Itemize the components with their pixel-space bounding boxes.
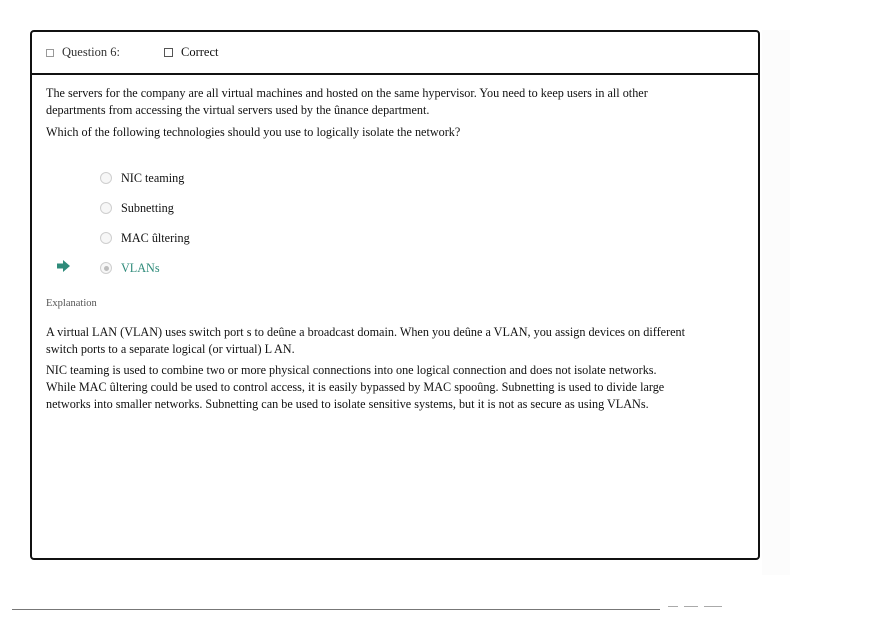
question-number-label: Question 6:	[62, 45, 120, 59]
explanation-body	[46, 324, 686, 417]
question-number	[46, 45, 120, 60]
radio-button-selected[interactable]	[100, 262, 112, 274]
answer-option-label: Subnetting	[121, 200, 174, 215]
square-icon	[46, 49, 54, 57]
radio-button[interactable]	[100, 232, 112, 244]
square-icon	[164, 48, 173, 57]
question-header	[32, 32, 758, 75]
answer-option[interactable]	[100, 198, 174, 218]
question-card	[30, 30, 760, 560]
explanation-paragraph: NIC teaming is used to combine two or more physical connections into one logical connection and does not isolate networks. While MAC ûltering could be used to control access, it is easily bypassed by MAC spooûng. Subnetting is used to divide large networks into smaller networks. Subnetting can be used to isolate sensitive systems, but it is not as secure as using VLANs.	[46, 363, 665, 411]
question-prompt: Which of the following technologies should you use to logically isolate the network?	[46, 125, 461, 139]
answer-option[interactable]	[100, 228, 190, 248]
page-side-shade	[762, 30, 790, 575]
answer-option-label: VLANs	[121, 260, 160, 275]
radio-button[interactable]	[100, 172, 112, 184]
answer-option-label: MAC ûltering	[121, 230, 190, 245]
question-text: The servers for the company are all virtual machines and hosted on the same hypervisor. You need to keep users in all other departments from accessing the virtual servers used by the ûnance department.	[46, 86, 648, 117]
footer-marks	[668, 604, 724, 610]
answer-option-label: NIC teaming	[121, 170, 185, 185]
result-status	[164, 45, 218, 60]
explanation-paragraph: A virtual LAN (VLAN) uses switch port s to deûne a broadcast domain. When you deûne a VLAN, you assign devices on different switch ports to a separate logical (or virtual) L AN.	[46, 325, 686, 356]
footer-divider	[12, 609, 660, 610]
explanation-title: Explanation	[46, 298, 97, 309]
arrow-right-icon	[57, 260, 70, 272]
answer-option-correct[interactable]	[100, 258, 160, 278]
answer-option[interactable]	[100, 168, 184, 188]
radio-button[interactable]	[100, 202, 112, 214]
result-status-label: Correct	[181, 45, 219, 59]
question-body	[46, 85, 686, 141]
